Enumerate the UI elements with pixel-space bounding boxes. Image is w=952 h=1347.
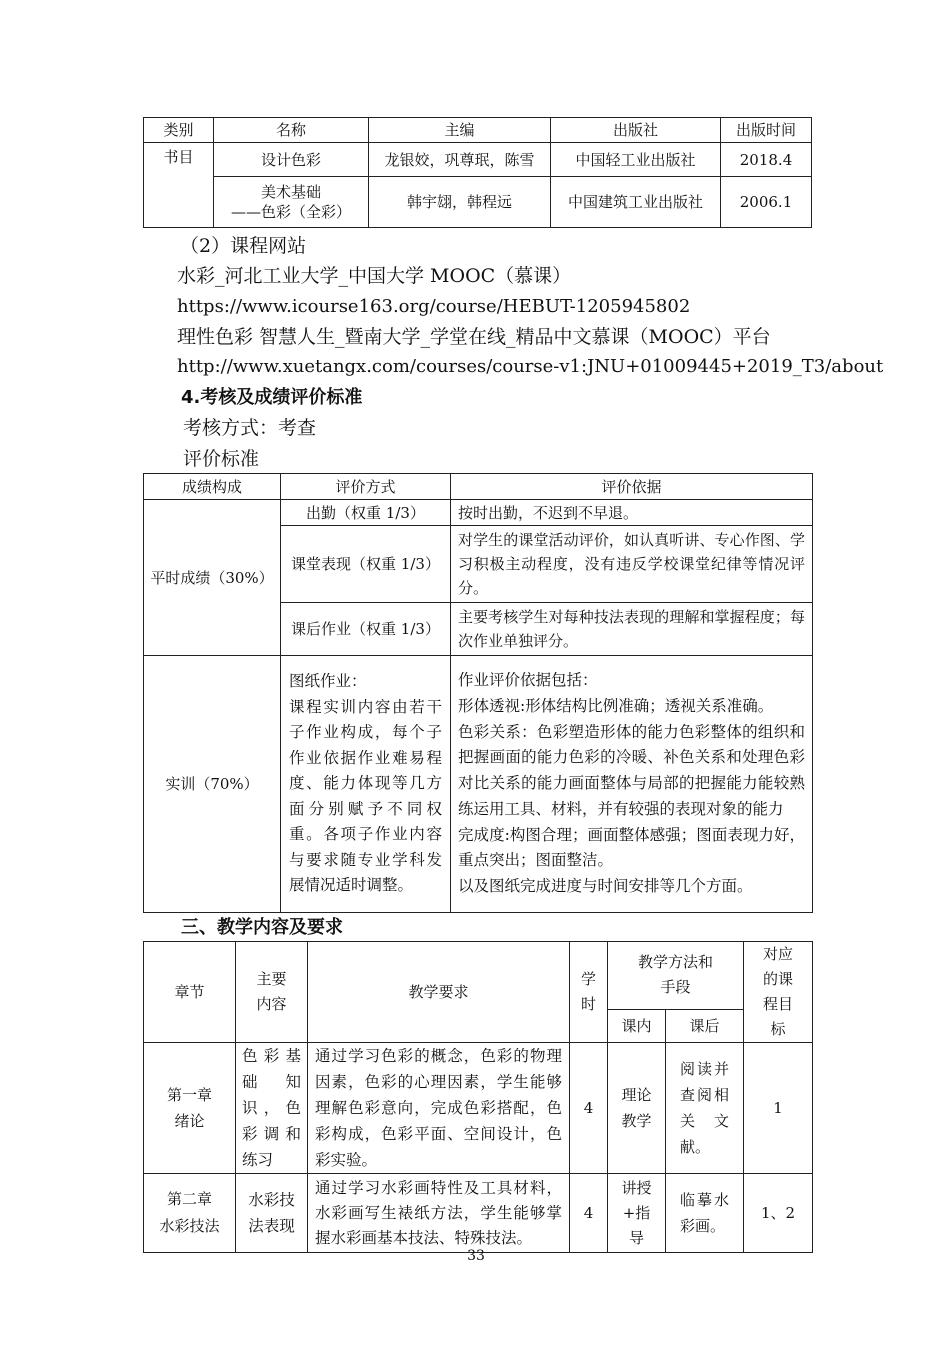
practical-basis-line: 色彩关系：色彩塑造形体的能力色彩整体的组织和把握画面的能力色彩的冷暖、补色关系和处理色彩对比关系的能力画面整体与局部的把握能力能较熟练运用工具、材料，并有较强的表现对象的能力 <box>458 722 805 818</box>
evaluation-table <box>143 473 813 913</box>
chapter-number: 第二章 <box>166 1190 212 1208</box>
header-chapter: 章节 <box>144 942 236 1043</box>
book-name-line1: 美术基础 <box>260 183 321 201</box>
in-class-cell: 理论教学 <box>608 1043 666 1174</box>
header-teaching-requirements: 教学要求 <box>308 942 570 1043</box>
after-class-cell: 临摹水彩画。 <box>666 1174 744 1253</box>
practical-basis-line: 以及图纸完成进度与时间安排等几个方面。 <box>458 877 753 896</box>
site2-url[interactable]: http://www.xuetangx.com/courses/course-v1:JNU+01009445+2019_T3/about <box>177 356 884 377</box>
book-name <box>214 177 369 228</box>
header-main-content: 主要内容 <box>236 942 308 1043</box>
books-category-cell: 书目 <box>144 143 214 228</box>
chapter-title: 水彩技法 <box>159 1217 220 1235</box>
books-header-editor: 主编 <box>369 118 551 143</box>
after-class-cell: 阅读并查阅相关文献。 <box>666 1043 744 1174</box>
criteria-label: 评价标准 <box>183 448 260 470</box>
regular-grade-label: 平时成绩（30%） <box>144 500 281 656</box>
book-publisher: 中国建筑工业出版社 <box>551 177 721 228</box>
practical-method <box>281 656 451 913</box>
book-name-line2: ——色彩（全彩） <box>230 203 351 221</box>
site1-url[interactable]: https://www.icourse163.org/course/HEBUT-1205945802 <box>177 296 691 317</box>
assessment-method: 考核方式：考查 <box>183 417 317 439</box>
teaching-content-table <box>143 941 813 1253</box>
main-content-cell: 水彩技法表现 <box>236 1174 308 1253</box>
section3-heading: 三、教学内容及要求 <box>181 917 343 938</box>
practical-basis-line: 作业评价依据包括： <box>458 670 598 689</box>
chapter-cell <box>144 1174 236 1253</box>
book-name: 设计色彩 <box>214 143 369 177</box>
chapter-number: 第一章 <box>166 1086 212 1104</box>
header-course-goal: 对应的课程目标 <box>744 942 813 1043</box>
attendance-method: 出勤（权重 1/3） <box>281 500 451 526</box>
practical-grade-label: 实训（70%） <box>144 656 281 913</box>
site2-title: 理性色彩 智慧人生_暨南大学_学堂在线_精品中文慕课（MOOC）平台 <box>177 326 771 348</box>
header-after-class: 课后 <box>666 1009 744 1042</box>
book-date: 2018.4 <box>721 143 812 177</box>
practical-basis-line: 形体透视:形体结构比例准确；透视关系准确。 <box>458 696 774 715</box>
hours-cell: 4 <box>570 1174 608 1253</box>
page-number: 33 <box>467 1248 485 1264</box>
practical-method-title: 图纸作业： <box>289 672 367 691</box>
chapter-cell <box>144 1043 236 1174</box>
hours-cell: 4 <box>570 1043 608 1174</box>
eval-header-method: 评价方式 <box>281 474 451 500</box>
eval-header-basis: 评价依据 <box>451 474 813 500</box>
classroom-method: 课堂表现（权重 1/3） <box>281 526 451 603</box>
websites-label: （2）课程网站 <box>180 235 307 257</box>
homework-basis: 主要考核学生对每种技法表现的理解和掌握程度；每次作业单独评分。 <box>451 603 813 656</box>
header-hours: 学时 <box>570 942 608 1043</box>
practical-method-body: 课程实训内容由若干子作业构成，每个子作业依据作业难易程度、能力体现等几方面分别赋予不同权重。各项子作业内容与要求随专业学科发展情况适时调整。 <box>289 697 442 895</box>
books-header-publisher: 出版社 <box>551 118 721 143</box>
eval-header-composition: 成绩构成 <box>144 474 281 500</box>
requirements-cell: 通过学习色彩的概念，色彩的物理因素，色彩的心理因素，学生能够理解色彩意向，完成色彩搭配，色彩构成，色彩平面、空间设计，色彩实验。 <box>308 1043 570 1174</box>
practical-basis <box>451 656 813 913</box>
in-class-cell: 讲授+指导 <box>608 1174 666 1253</box>
header-in-class: 课内 <box>608 1009 666 1042</box>
book-date: 2006.1 <box>721 177 812 228</box>
book-editor: 龙银姣，巩尊珉，陈雪 <box>369 143 551 177</box>
attendance-basis: 按时出勤，不迟到不早退。 <box>451 500 813 526</box>
course-goal-cell: 1 <box>744 1043 813 1174</box>
header-teaching-methods: 教学方法和手段 <box>608 942 744 1010</box>
book-editor: 韩宇翃，韩程远 <box>369 177 551 228</box>
assessment-heading: 4.考核及成绩评价标准 <box>181 387 363 408</box>
requirements-cell: 通过学习水彩画特性及工具材料，水彩画写生裱纸方法，学生能够掌握水彩画基本技法、特殊技法。 <box>308 1174 570 1253</box>
books-header-name: 名称 <box>214 118 369 143</box>
book-publisher: 中国轻工业出版社 <box>551 143 721 177</box>
course-goal-cell: 1、2 <box>744 1174 813 1253</box>
practical-basis-line: 完成度:构图合理；画面整体感强；图面表现力好，重点突出；图面整洁。 <box>458 825 805 870</box>
main-content-cell: 色彩基础知识，色彩调和练习 <box>236 1043 308 1174</box>
books-header-date: 出版时间 <box>721 118 812 143</box>
homework-method: 课后作业（权重 1/3） <box>281 603 451 656</box>
site1-title: 水彩_河北工业大学_中国大学 MOOC（慕课） <box>177 265 572 287</box>
books-table <box>143 117 812 228</box>
chapter-title: 绪论 <box>174 1112 205 1130</box>
books-header-category: 类别 <box>144 118 214 143</box>
classroom-basis: 对学生的课堂活动评价，如认真听讲、专心作图、学习积极主动程度，没有违反学校课堂纪律等情况评分。 <box>451 526 813 603</box>
